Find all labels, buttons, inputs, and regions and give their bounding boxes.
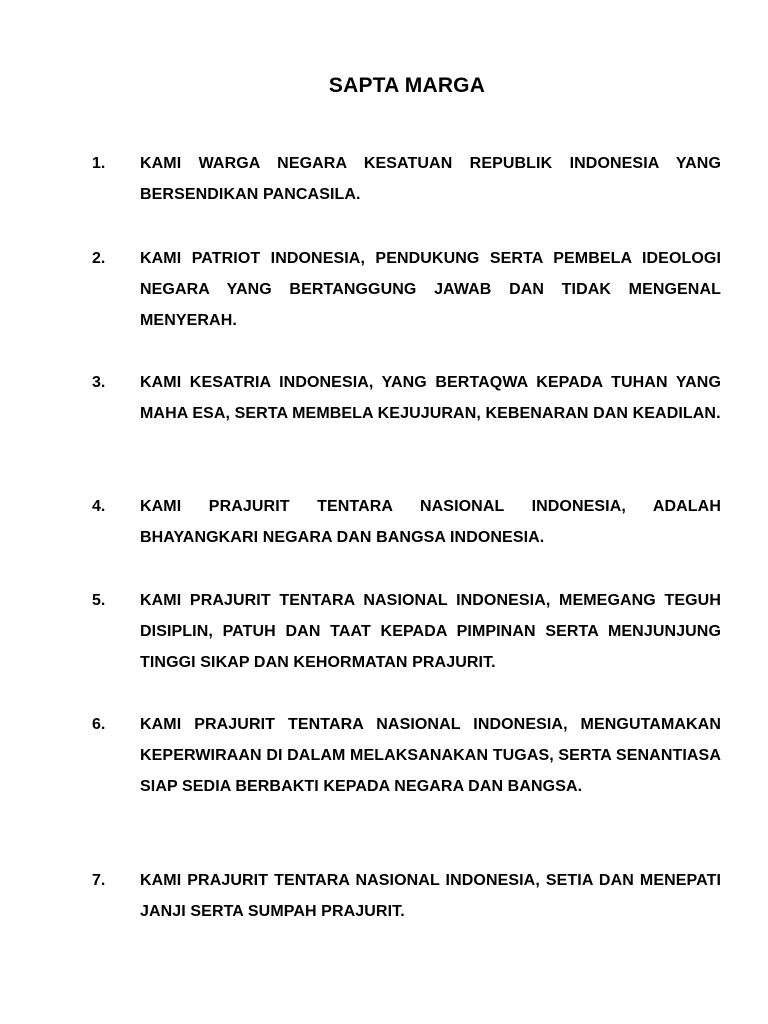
list-item-text: KAMI PRAJURIT TENTARA NASIONAL INDONESIA, MEMEGANG TEGUH DISIPLIN, PATUH DAN TAAT KEPADA PIMPINAN SERTA MENJUNJUNG TINGGI SIKAP DAN KEHORMATAN PRAJURIT. (140, 592, 721, 671)
list-item-number: 2. (92, 250, 106, 267)
list-item-number: 1. (92, 155, 106, 172)
list-item-number: 3. (92, 374, 106, 391)
document-title: SAPTA MARGA (328, 74, 486, 97)
list-item-number: 7. (92, 872, 106, 889)
list-item-text: KAMI KESATRIA INDONESIA, YANG BERTAQWA KEPADA TUHAN YANG MAHA ESA, SERTA MEMBELA KEJUJURAN, KEBENARAN DAN KEADILAN. (140, 374, 721, 422)
list-item-text: KAMI PATRIOT INDONESIA, PENDUKUNG SERTA PEMBELA IDEOLOGI NEGARA YANG BERTANGGUNG JAWAB DAN TIDAK MENGENAL MENYERAH. (140, 250, 721, 329)
list-item-text: KAMI PRAJURIT TENTARA NASIONAL INDONESIA, MENGUTAMAKAN KEPERWIRAAN DI DALAM MELAKSANAKAN TUGAS, SERTA SENANTIASA SIAP SEDIA BERBAKTI KEPADA NEGARA DAN BANGSA. (140, 716, 721, 795)
list-item-number: 4. (92, 498, 106, 515)
list-item-text: KAMI PRAJURIT TENTARA NASIONAL INDONESIA, SETIA DAN MENEPATI JANJI SERTA SUMPAH PRAJURIT. (140, 872, 721, 920)
list-item-text: KAMI WARGA NEGARA KESATUAN REPUBLIK INDONESIA YANG BERSENDIKAN PANCASILA. (140, 155, 721, 203)
list-item-number: 5. (92, 592, 106, 609)
list-item-text: KAMI PRAJURIT TENTARA NASIONAL INDONESIA, ADALAH BHAYANGKARI NEGARA DAN BANGSA INDONESIA. (140, 498, 721, 546)
list-item-number: 6. (92, 716, 106, 733)
